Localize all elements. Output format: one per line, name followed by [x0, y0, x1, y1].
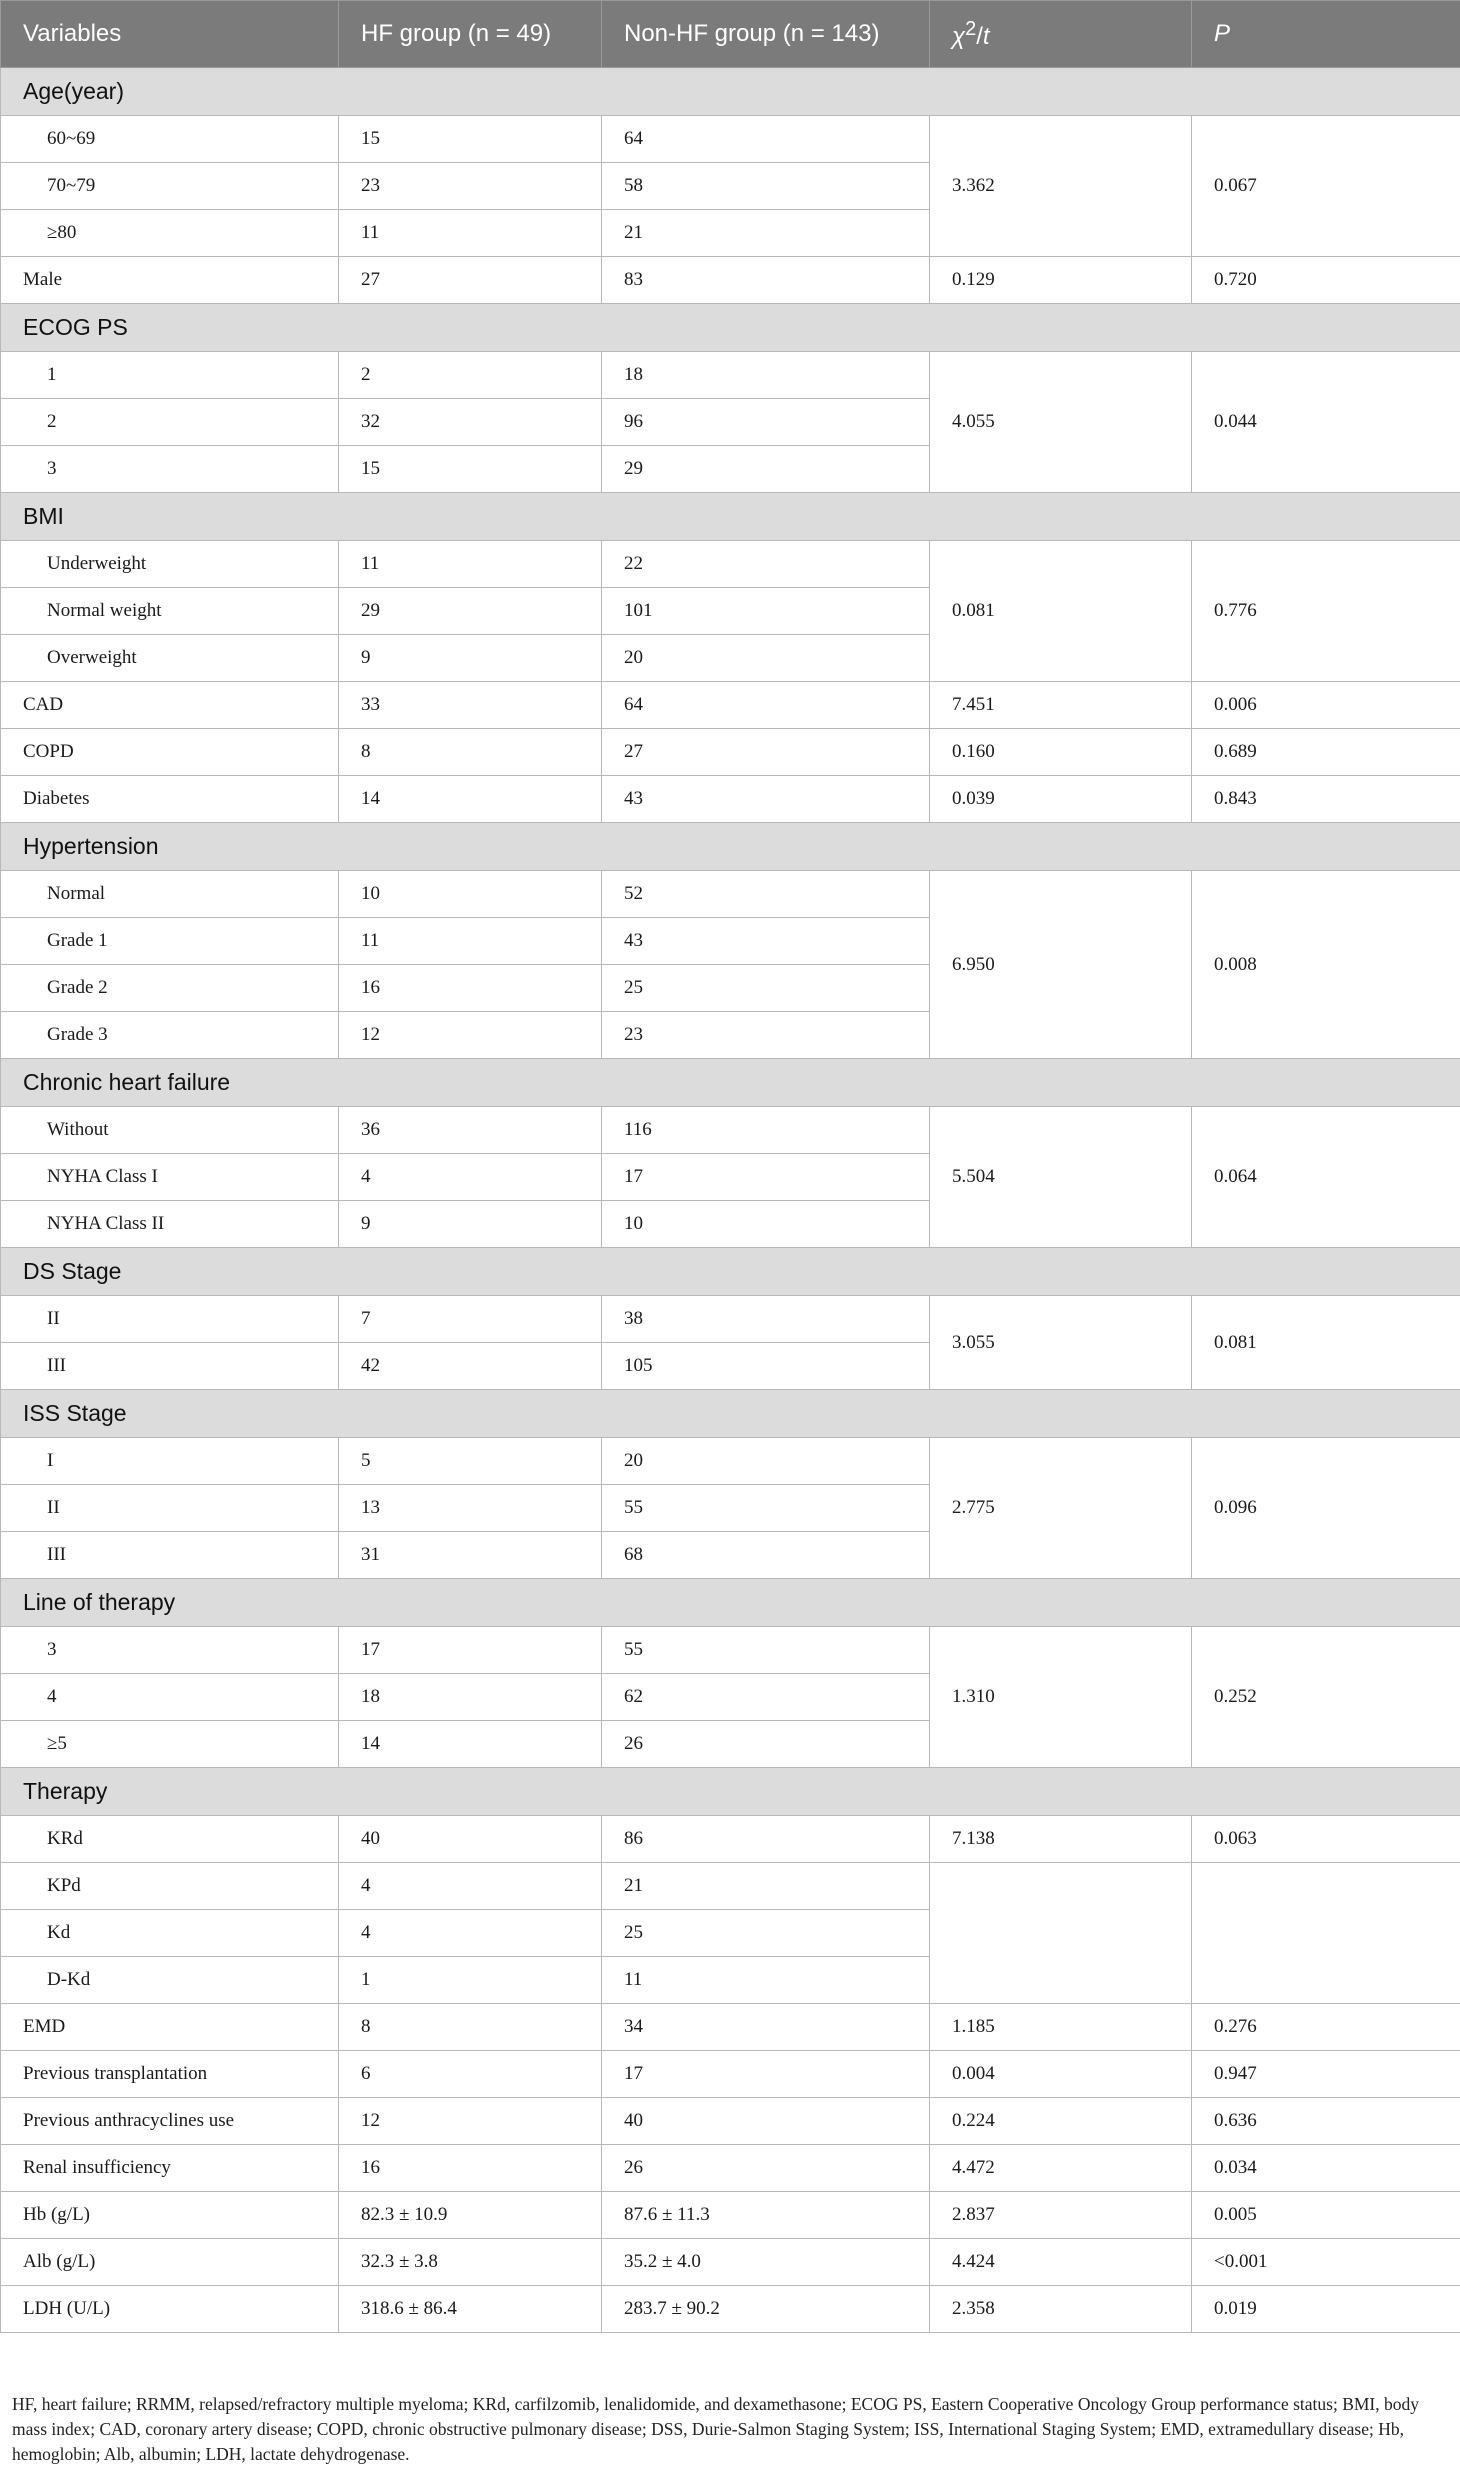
variable-cell: Normal: [1, 871, 339, 918]
p-value-cell: [1192, 1863, 1460, 2004]
stat-symbol: χ: [952, 22, 966, 50]
section-row: [1, 493, 1460, 541]
statistic-cell: 0.224: [930, 2098, 1192, 2145]
hf-value-cell: 2: [339, 352, 602, 399]
non-hf-value-cell: 17: [602, 2051, 930, 2098]
hf-value-cell: 7: [339, 1296, 602, 1343]
section-label: DS Stage: [1, 1248, 1460, 1296]
hf-value-cell: 23: [339, 163, 602, 210]
hf-value-cell: 4: [339, 1863, 602, 1910]
variable-cell: EMD: [1, 2004, 339, 2051]
non-hf-value-cell: 43: [602, 918, 930, 965]
section-label: Age(year): [1, 68, 1460, 116]
p-value-cell: <0.001: [1192, 2239, 1460, 2286]
section-label: ISS Stage: [1, 1390, 1460, 1438]
hf-value-cell: 31: [339, 1532, 602, 1579]
statistic-cell: 4.472: [930, 2145, 1192, 2192]
variable-cell: Grade 1: [1, 918, 339, 965]
table-row: [1, 541, 1460, 588]
hf-value-cell: 16: [339, 2145, 602, 2192]
hf-value-cell: 14: [339, 776, 602, 823]
variable-cell: II: [1, 1485, 339, 1532]
table-row: [1, 729, 1460, 776]
statistic-cell: 0.039: [930, 776, 1192, 823]
p-value-cell: 0.947: [1192, 2051, 1460, 2098]
variable-cell: Renal insufficiency: [1, 2145, 339, 2192]
hf-value-cell: 8: [339, 2004, 602, 2051]
statistic-cell: 0.081: [930, 541, 1192, 682]
table-row: [1, 2192, 1460, 2239]
variable-cell: Underweight: [1, 541, 339, 588]
p-value-cell: 0.276: [1192, 2004, 1460, 2051]
hf-value-cell: 40: [339, 1816, 602, 1863]
hf-value-cell: 8: [339, 729, 602, 776]
table-row: [1, 2004, 1460, 2051]
table-row: [1, 116, 1460, 163]
hf-value-cell: 32: [339, 399, 602, 446]
hf-value-cell: 18: [339, 1674, 602, 1721]
statistic-cell: 4.424: [930, 2239, 1192, 2286]
table-row: [1, 1627, 1460, 1674]
hf-value-cell: 5: [339, 1438, 602, 1485]
hf-value-cell: 11: [339, 210, 602, 257]
hf-value-cell: 6: [339, 2051, 602, 2098]
hf-value-cell: 4: [339, 1910, 602, 1957]
table-row: [1, 352, 1460, 399]
statistic-cell: 5.504: [930, 1107, 1192, 1248]
non-hf-value-cell: 27: [602, 729, 930, 776]
variable-cell: NYHA Class I: [1, 1154, 339, 1201]
variable-cell: 70~79: [1, 163, 339, 210]
p-value-cell: 0.005: [1192, 2192, 1460, 2239]
p-value-cell: 0.067: [1192, 116, 1460, 257]
non-hf-value-cell: 10: [602, 1201, 930, 1248]
section-label: Chronic heart failure: [1, 1059, 1460, 1107]
p-value-cell: 0.776: [1192, 541, 1460, 682]
variable-cell: Hb (g/L): [1, 2192, 339, 2239]
non-hf-value-cell: 105: [602, 1343, 930, 1390]
statistic-cell: 1.185: [930, 2004, 1192, 2051]
stat-t: t: [982, 22, 990, 50]
non-hf-value-cell: 18: [602, 352, 930, 399]
p-value-cell: 0.096: [1192, 1438, 1460, 1579]
p-value-cell: 0.252: [1192, 1627, 1460, 1768]
hf-value-cell: 12: [339, 2098, 602, 2145]
table-row: [1, 1107, 1460, 1154]
variable-cell: Male: [1, 257, 339, 304]
non-hf-value-cell: 96: [602, 399, 930, 446]
variable-cell: Diabetes: [1, 776, 339, 823]
table-row: [1, 257, 1460, 304]
table-body: [1, 68, 1460, 2333]
section-label: BMI: [1, 493, 1460, 541]
variable-cell: ≥80: [1, 210, 339, 257]
hf-value-cell: 318.6 ± 86.4: [339, 2286, 602, 2333]
section-row: [1, 1579, 1460, 1627]
hf-value-cell: 36: [339, 1107, 602, 1154]
p-value-cell: 0.034: [1192, 2145, 1460, 2192]
non-hf-value-cell: 11: [602, 1957, 930, 2004]
hf-value-cell: 10: [339, 871, 602, 918]
non-hf-value-cell: 29: [602, 446, 930, 493]
table-row: [1, 1296, 1460, 1343]
hf-value-cell: 4: [339, 1154, 602, 1201]
hf-value-cell: 29: [339, 588, 602, 635]
hf-value-cell: 15: [339, 446, 602, 493]
hf-value-cell: 32.3 ± 3.8: [339, 2239, 602, 2286]
statistic-cell: 6.950: [930, 871, 1192, 1059]
table-row: [1, 1816, 1460, 1863]
hf-value-cell: 33: [339, 682, 602, 729]
section-label: ECOG PS: [1, 304, 1460, 352]
non-hf-value-cell: 55: [602, 1485, 930, 1532]
non-hf-value-cell: 62: [602, 1674, 930, 1721]
hf-value-cell: 11: [339, 918, 602, 965]
non-hf-value-cell: 35.2 ± 4.0: [602, 2239, 930, 2286]
table-footnote: HF, heart failure; RRMM, relapsed/refractory multiple myeloma; KRd, carfilzomib, lenalidomide, and dexamethasone; ECOG PS, Eastern Cooperative Oncology Group performance status; BMI, body mass index; CAD, coronary artery disease; COPD, chronic obstructive pulmonary disease; DSS, Durie-Salmon Staging System; ISS, International Staging System; EMD, extramedullary disease; Hb, hemoglobin; Alb, albumin; LDH, lactate dehydrogenase.: [12, 2394, 1419, 2464]
section-row: [1, 1059, 1460, 1107]
table-row: [1, 776, 1460, 823]
non-hf-value-cell: 283.7 ± 90.2: [602, 2286, 930, 2333]
variable-cell: 4: [1, 1674, 339, 1721]
non-hf-value-cell: 21: [602, 210, 930, 257]
variable-cell: Normal weight: [1, 588, 339, 635]
table-row: [1, 2098, 1460, 2145]
variable-cell: Without: [1, 1107, 339, 1154]
hf-value-cell: 9: [339, 1201, 602, 1248]
statistic-cell: 1.310: [930, 1627, 1192, 1768]
table-row: [1, 2286, 1460, 2333]
section-label: Therapy: [1, 1768, 1460, 1816]
p-value-cell: 0.720: [1192, 257, 1460, 304]
non-hf-value-cell: 25: [602, 965, 930, 1012]
statistic-cell: 4.055: [930, 352, 1192, 493]
non-hf-value-cell: 68: [602, 1532, 930, 1579]
non-hf-value-cell: 26: [602, 1721, 930, 1768]
p-value-cell: 0.081: [1192, 1296, 1460, 1390]
variable-cell: COPD: [1, 729, 339, 776]
variable-cell: CAD: [1, 682, 339, 729]
table-row: [1, 682, 1460, 729]
statistic-cell: 7.451: [930, 682, 1192, 729]
non-hf-value-cell: 87.6 ± 11.3: [602, 2192, 930, 2239]
header-row: [1, 1, 1460, 68]
section-row: [1, 1248, 1460, 1296]
statistic-cell: [930, 1863, 1192, 2004]
table-row: [1, 871, 1460, 918]
non-hf-value-cell: 55: [602, 1627, 930, 1674]
header-p-value: P: [1192, 1, 1460, 68]
hf-value-cell: 15: [339, 116, 602, 163]
non-hf-value-cell: 101: [602, 588, 930, 635]
non-hf-value-cell: 17: [602, 1154, 930, 1201]
hf-value-cell: 12: [339, 1012, 602, 1059]
non-hf-value-cell: 58: [602, 163, 930, 210]
variable-cell: II: [1, 1296, 339, 1343]
non-hf-value-cell: 40: [602, 2098, 930, 2145]
hf-value-cell: 11: [339, 541, 602, 588]
non-hf-value-cell: 20: [602, 1438, 930, 1485]
hf-value-cell: 13: [339, 1485, 602, 1532]
header-statistic: [930, 1, 1192, 68]
p-value-cell: 0.064: [1192, 1107, 1460, 1248]
non-hf-value-cell: 34: [602, 2004, 930, 2051]
variable-cell: Grade 2: [1, 965, 339, 1012]
table-row: [1, 2145, 1460, 2192]
non-hf-value-cell: 25: [602, 1910, 930, 1957]
non-hf-value-cell: 26: [602, 2145, 930, 2192]
p-value-cell: 0.636: [1192, 2098, 1460, 2145]
variable-cell: 2: [1, 399, 339, 446]
variable-cell: 3: [1, 1627, 339, 1674]
variable-cell: Kd: [1, 1910, 339, 1957]
variable-cell: KPd: [1, 1863, 339, 1910]
non-hf-value-cell: 23: [602, 1012, 930, 1059]
non-hf-value-cell: 64: [602, 682, 930, 729]
hf-value-cell: 1: [339, 1957, 602, 2004]
p-value-cell: 0.008: [1192, 871, 1460, 1059]
section-row: [1, 1390, 1460, 1438]
variable-cell: I: [1, 1438, 339, 1485]
variable-cell: III: [1, 1532, 339, 1579]
variable-cell: Grade 3: [1, 1012, 339, 1059]
table-row: [1, 1863, 1460, 1910]
non-hf-value-cell: 20: [602, 635, 930, 682]
statistic-cell: 2.775: [930, 1438, 1192, 1579]
p-value-cell: 0.019: [1192, 2286, 1460, 2333]
hf-value-cell: 27: [339, 257, 602, 304]
p-value-cell: 0.063: [1192, 1816, 1460, 1863]
section-row: [1, 823, 1460, 871]
non-hf-value-cell: 83: [602, 257, 930, 304]
variable-cell: III: [1, 1343, 339, 1390]
variable-cell: Overweight: [1, 635, 339, 682]
statistic-cell: 2.358: [930, 2286, 1192, 2333]
non-hf-value-cell: 52: [602, 871, 930, 918]
section-label: Line of therapy: [1, 1579, 1460, 1627]
hf-value-cell: 9: [339, 635, 602, 682]
stat-slash: /: [976, 22, 983, 50]
hf-value-cell: 16: [339, 965, 602, 1012]
statistic-cell: 0.160: [930, 729, 1192, 776]
non-hf-value-cell: 22: [602, 541, 930, 588]
non-hf-value-cell: 86: [602, 1816, 930, 1863]
header-hf-group: HF group (n = 49): [339, 1, 602, 68]
variable-cell: Previous anthracyclines use: [1, 2098, 339, 2145]
hf-value-cell: 82.3 ± 10.9: [339, 2192, 602, 2239]
variable-cell: D-Kd: [1, 1957, 339, 2004]
statistic-cell: 2.837: [930, 2192, 1192, 2239]
section-row: [1, 304, 1460, 352]
variable-cell: LDH (U/L): [1, 2286, 339, 2333]
non-hf-value-cell: 21: [602, 1863, 930, 1910]
hf-value-cell: 14: [339, 1721, 602, 1768]
non-hf-value-cell: 116: [602, 1107, 930, 1154]
table-row: [1, 2051, 1460, 2098]
table-row: [1, 2239, 1460, 2286]
hf-value-cell: 42: [339, 1343, 602, 1390]
section-label: Hypertension: [1, 823, 1460, 871]
variable-cell: ≥5: [1, 1721, 339, 1768]
p-value-cell: 0.689: [1192, 729, 1460, 776]
section-row: [1, 68, 1460, 116]
variable-cell: 1: [1, 352, 339, 399]
variable-cell: KRd: [1, 1816, 339, 1863]
hf-value-cell: 17: [339, 1627, 602, 1674]
non-hf-value-cell: 64: [602, 116, 930, 163]
header-non-hf-group: Non-HF group (n = 143): [602, 1, 930, 68]
variable-cell: 60~69: [1, 116, 339, 163]
p-value-cell: 0.006: [1192, 682, 1460, 729]
non-hf-value-cell: 43: [602, 776, 930, 823]
header-variables: Variables: [1, 1, 339, 68]
section-row: [1, 1768, 1460, 1816]
variable-cell: NYHA Class II: [1, 1201, 339, 1248]
variable-cell: 3: [1, 446, 339, 493]
statistic-cell: 3.055: [930, 1296, 1192, 1390]
p-value-cell: 0.044: [1192, 352, 1460, 493]
p-value-cell: 0.843: [1192, 776, 1460, 823]
statistic-cell: 0.004: [930, 2051, 1192, 2098]
statistic-cell: 3.362: [930, 116, 1192, 257]
non-hf-value-cell: 38: [602, 1296, 930, 1343]
statistic-cell: 7.138: [930, 1816, 1192, 1863]
statistic-cell: 0.129: [930, 257, 1192, 304]
stat-superscript: 2: [965, 17, 977, 40]
variable-cell: Previous transplantation: [1, 2051, 339, 2098]
variable-cell: Alb (g/L): [1, 2239, 339, 2286]
table-row: [1, 1438, 1460, 1485]
